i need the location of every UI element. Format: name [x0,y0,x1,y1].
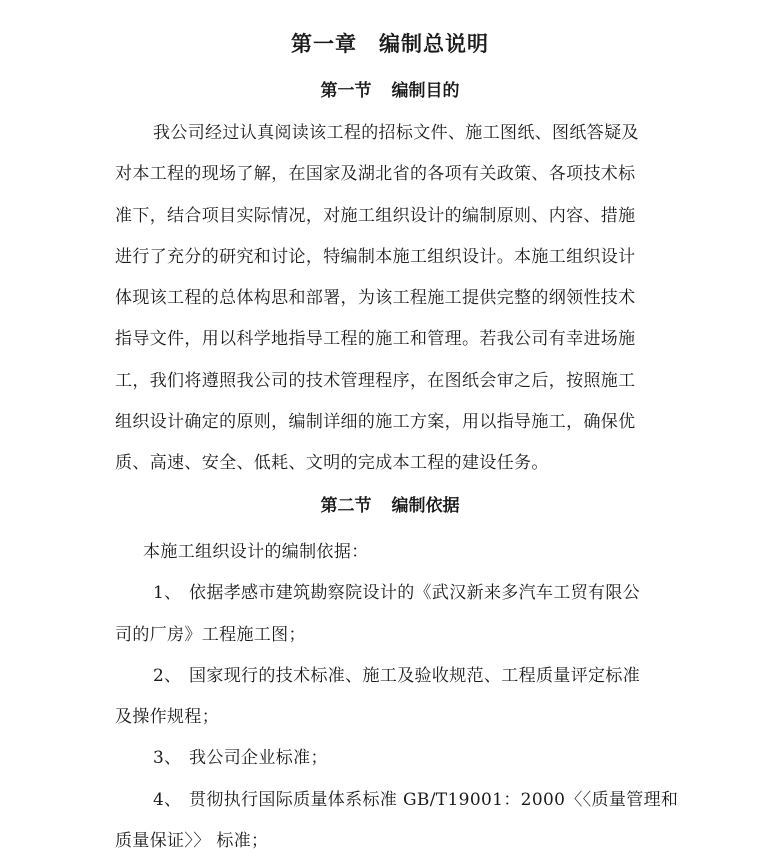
list-item-text: 我公司企业标准； [189,748,328,769]
chapter-number: 第一章 [291,31,357,56]
list-item-continuation: 及操作规程； [115,707,220,728]
list-item-text: 依据孝感市建筑勘察院设计的《武汉新来多汽车工贸有限公 [189,583,641,604]
list-item-line [115,780,679,821]
chapter-title [0,28,780,58]
paragraph-line: 指导文件，用以科学地指导工程的施工和管理。若我公司有幸进场施 [115,329,636,350]
paragraph-line: 对本工程的现场了解，在国家及湖北省的各项有关政策、各项技术标 [115,164,636,185]
section-name: 编制依据 [391,496,460,516]
section-number: 第一节 [320,81,372,101]
list-item-number: 4、 [153,789,182,810]
paragraph-line: 质、高速、安全、低耗、文明的完成本工程的建设任务。 [115,453,549,474]
list-item-text: 国家现行的技术标准、施工及验收规范、工程质量评定标准 [189,665,641,686]
list-item-text: 贯彻执行国际质量体系标准 GB/T19001：2000〈〈质量管理和 [189,789,679,810]
paragraph-line: 组织设计确定的原则，编制详细的施工方案，用以指导施工，确保优 [115,412,636,433]
paragraph-line: 进行了充分的研究和讨论，特编制本施工组织设计。本施工组织设计 [115,246,636,267]
list-item-continuation: 司的厂房》工程施工图； [115,624,306,645]
section-name: 编制目的 [391,81,460,101]
paragraph-line: 准下，结合项目实际情况，对施工组织设计的编制原则、内容、措施 [115,205,636,226]
list-item-line [115,738,675,779]
list-item-number: 1、 [153,583,182,604]
paragraph-line: 体现该工程的总体构思和部署，为该工程施工提供完整的纲领性技术 [115,288,636,309]
section-title-purpose [0,76,780,101]
list-item-number: 3、 [153,748,182,769]
list-item-line [115,656,675,697]
purpose-paragraph [115,113,675,485]
paragraph-line: 我公司经过认真阅读该工程的招标文件、施工图纸、图纸答疑及 [153,123,639,143]
list-item-number: 2、 [153,665,182,686]
section-title-basis [0,491,780,516]
chapter-name: 编制总说明 [379,31,489,56]
list-item-line [115,573,675,614]
section-number: 第二节 [320,496,372,516]
basis-list [115,532,679,862]
basis-intro: 本施工组织设计的编制依据： [143,542,369,562]
list-item-continuation: 质量保证〉〉 标准； [115,831,269,852]
paragraph-line: 工，我们将遵照我公司的技术管理程序，在图纸会审之后，按照施工 [115,370,636,391]
